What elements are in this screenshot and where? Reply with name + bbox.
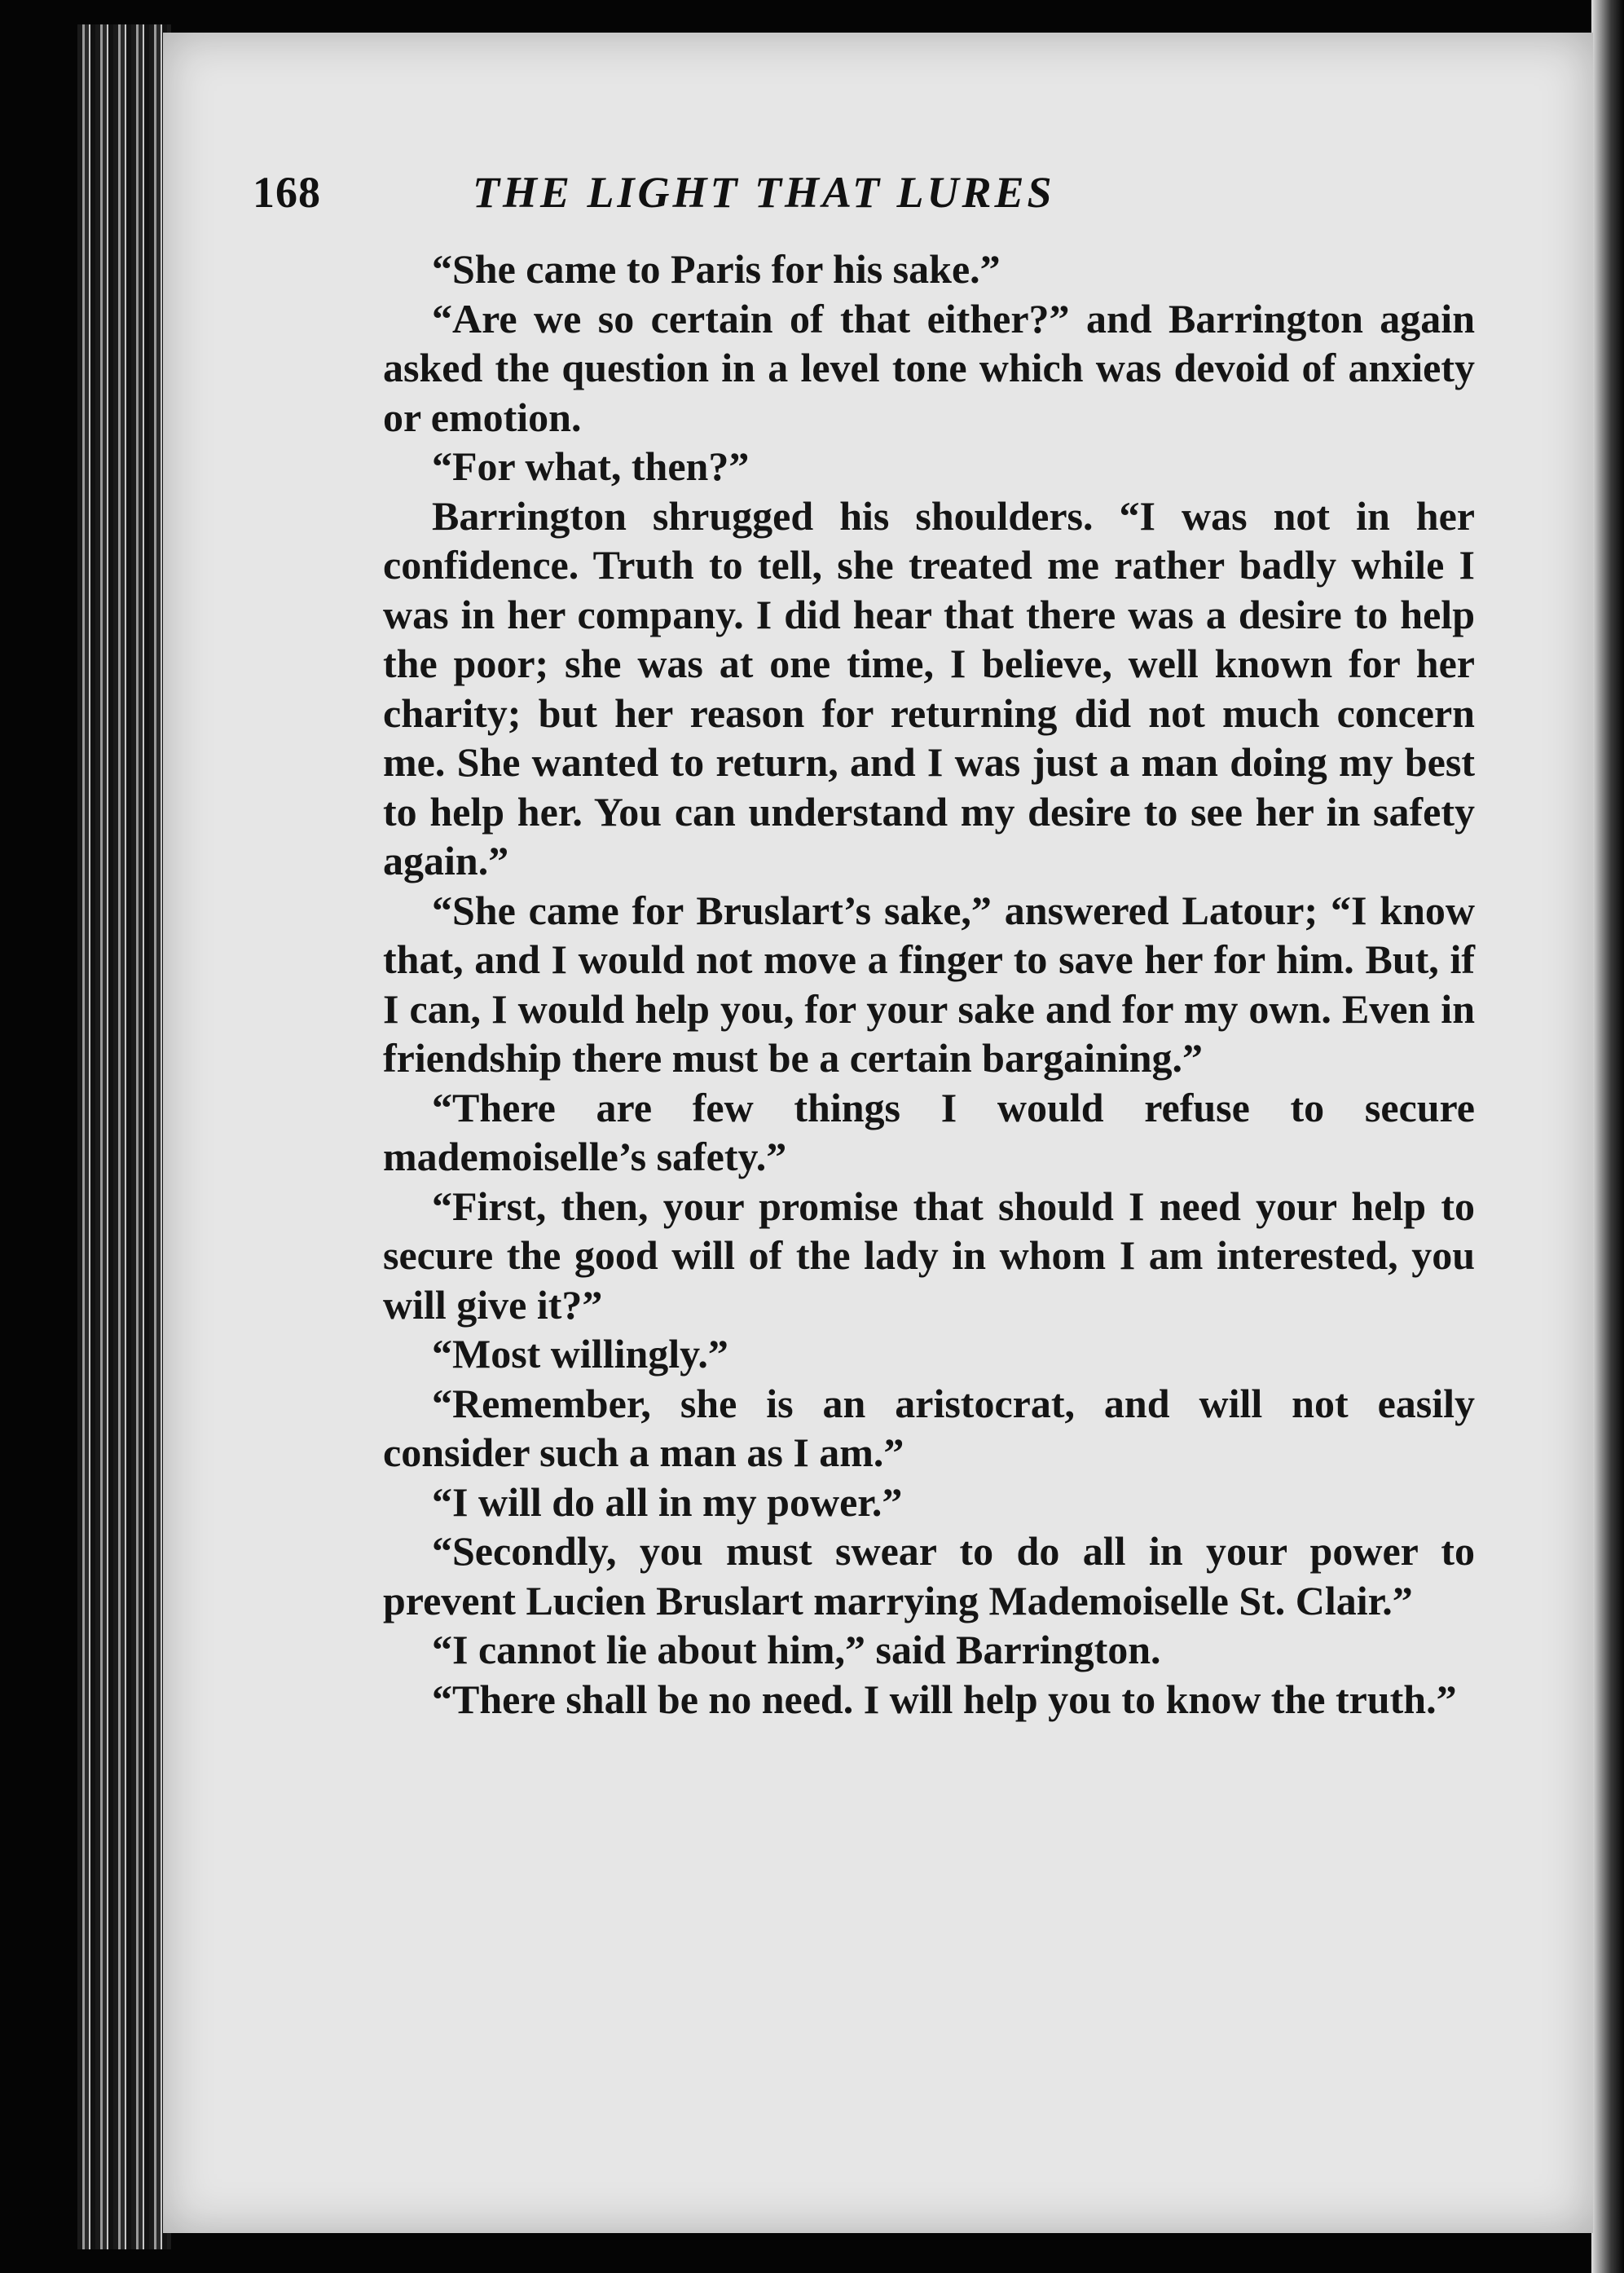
paragraph: “She came for Bruslart’s sake,” answered Latour; “I know that, and I would not move a finger to save her for him. But, if I can, I would help you, for your sake and for my own. Even in friendship there must be a certain bargaining.” — [383, 887, 1475, 1081]
paragraph: “Most willingly.” — [432, 1331, 728, 1377]
paragraph: “I cannot lie about him,” said Barrington. — [432, 1627, 1161, 1672]
paragraph: “Are we so certain of that either?” and Barrington again asked the question in a level tone which was devoid of anxiety or emotion. — [383, 295, 1475, 440]
paragraph: “She came to Paris for his sake.” — [432, 246, 1001, 292]
running-title: THE LIGHT THAT LURES — [473, 168, 1055, 217]
paragraph: “Remember, she is an aristocrat, and will not easily consider such a man as I am.” — [383, 1380, 1475, 1475]
paragraph: “Secondly, you must swear to do all in your power to prevent Lucien Bruslart marrying Mademoiselle St. Clair.” — [383, 1528, 1475, 1623]
body-text — [383, 244, 1475, 1724]
book-binding-edge — [77, 24, 171, 2249]
paragraph: “There are few things I would refuse to secure mademoiselle’s safety.” — [383, 1084, 1475, 1179]
page-header — [253, 167, 1353, 240]
paragraph: Barrington shrugged his shoulders. “I was not in her confidence. Truth to tell, she treated me rather badly while I was in her company. I did hear that there was a desire to help the poor; she was at one time, I believe, well known for her charity; but her reason for returning did not much concern me. She wanted to return, and I was just a man doing my best to help her. You can understand my desire to see her in safety again.” — [383, 492, 1475, 883]
paragraph: “I will do all in my power.” — [432, 1478, 903, 1525]
paragraph: “For what, then?” — [432, 443, 750, 489]
paragraph: “There shall be no need. I will help you to know the truth.” — [432, 1676, 1457, 1722]
paragraph: “First, then, your promise that should I need your help to secure the good will of the lady in whom I am interested, you will give it?” — [383, 1183, 1475, 1328]
page-number: 168 — [253, 168, 321, 217]
scan-right-edge — [1591, 0, 1624, 2273]
